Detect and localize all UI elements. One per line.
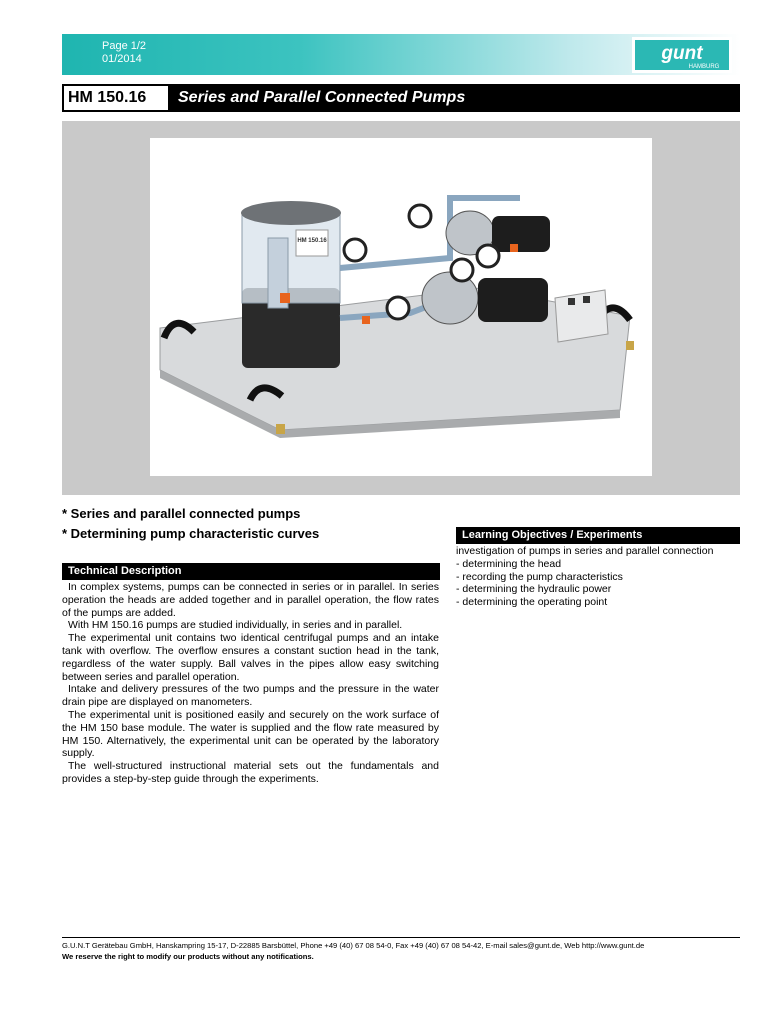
technical-paragraph: The experimental unit contains two identical centrifugal pumps and an intake tank with overflow. The overflow ensures a constant suction head in the tank, regardless of the water supply. Ball valves in the pipes allow easy switching between series and parallel operation. — [62, 632, 439, 683]
technical-paragraph: Intake and delivery pressures of the two pumps and the pressure in the water drain pipe are displayed on manometers. — [62, 683, 439, 709]
technical-paragraph: The experimental unit is positioned easily and securely on the work surface of the HM 150 base module. The water is supplied and the flow rate measured by HM 150. Alternatively, the experimental unit can be operated by the laboratory supply. — [62, 708, 439, 760]
footer-disclaimer: We reserve the right to modify our products without any notifications. — [62, 952, 314, 961]
technical-paragraph: In complex systems, pumps can be connected in series or in parallel. In series operation the heads are added together and in parallel operation, the flow rates of the pumps are added. — [62, 581, 439, 619]
footer-company-info: G.U.N.T Gerätebau GmbH, Hanskampring 15-17, D-22885 Barsbüttel, Phone +49 (40) 67 08 54-0, Fax +49 (40) 67 08 54-42, E-mail sales@gunt.de, Web http://www.gunt.de — [62, 941, 645, 950]
foot-right — [626, 341, 634, 350]
technical-description-body — [62, 581, 439, 786]
technical-description-heading: Technical Description — [62, 563, 440, 580]
logo-main-text: gunt — [661, 43, 703, 64]
logo-sub-text: HAMBURG — [688, 64, 720, 70]
foot-front — [276, 424, 285, 434]
feature-bullet: * Determining pump characteristic curves — [62, 526, 320, 541]
pump-motor-back — [492, 216, 550, 252]
photo-frame — [62, 121, 740, 495]
pump-motor-front — [478, 278, 548, 322]
page-number: Page 1/2 — [102, 40, 147, 52]
manometer-2 — [387, 297, 409, 319]
manometer-4 — [451, 259, 473, 281]
footer-divider — [62, 937, 740, 938]
tank-valve — [280, 293, 290, 303]
feature-bullets — [62, 504, 319, 544]
learning-item: - determining the hydraulic power — [456, 583, 612, 596]
manometer-5 — [477, 245, 499, 267]
ball-valve-2 — [510, 244, 518, 252]
title-bar — [62, 84, 740, 112]
switch-box — [555, 290, 608, 342]
product-photo — [150, 138, 652, 476]
technical-paragraph: The well-structured instructional material sets out the fundamentals and provides a step-by-step guide through the experiments. — [62, 760, 439, 785]
learning-item: investigation of pumps in series and parallel connection — [456, 545, 714, 557]
technical-paragraph: With HM 150.16 pumps are studied individually, in series and in parallel. — [68, 619, 403, 632]
footer — [62, 940, 752, 962]
learning-item: - determining the operating point — [456, 596, 608, 609]
learning-objectives-list — [456, 545, 740, 609]
switch-1 — [568, 298, 575, 305]
learning-objectives-heading: Learning Objectives / Experiments — [456, 527, 740, 544]
tank-label-text: HM 150.16 — [297, 238, 327, 244]
manometer-3 — [409, 205, 431, 227]
gunt-logo — [632, 37, 732, 73]
issue-date: 01/2014 — [102, 53, 142, 65]
ball-valve-1 — [362, 316, 370, 324]
feature-bullet: * Series and parallel connected pumps — [62, 506, 301, 521]
apparatus-illustration — [150, 138, 652, 476]
tank-lid — [241, 201, 341, 225]
manometer-1 — [344, 239, 366, 261]
switch-2 — [583, 296, 590, 303]
page-meta — [102, 40, 146, 66]
product-title: Series and Parallel Connected Pumps — [178, 89, 466, 106]
product-code: HM 150.16 — [64, 86, 168, 110]
learning-item: - recording the pump characteristics — [456, 570, 623, 583]
learning-item: - determining the head — [456, 557, 562, 570]
tank-cylinder — [242, 213, 340, 303]
